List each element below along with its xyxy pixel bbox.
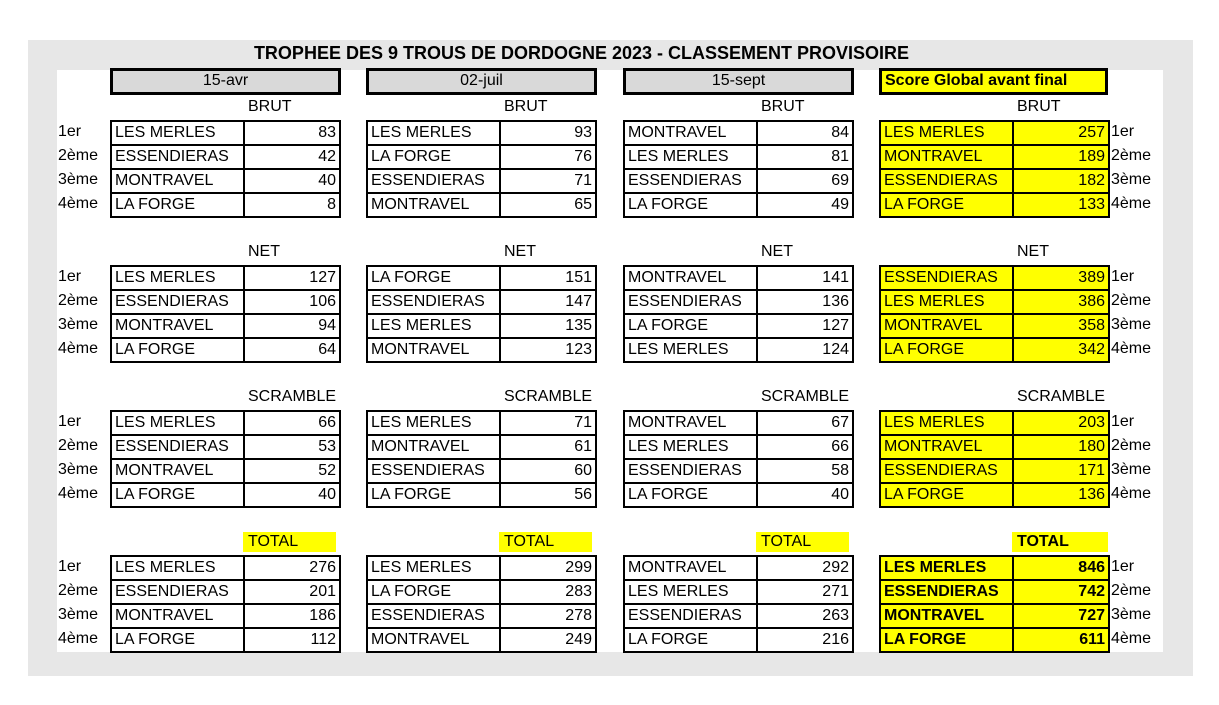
score-cell: 283: [500, 580, 596, 604]
rank-label-right: 2ème: [1111, 437, 1152, 454]
score-cell: 201: [244, 580, 340, 604]
rank-label-left: 2ème: [58, 437, 99, 454]
score-cell: 40: [244, 483, 340, 507]
score-cell: 292: [757, 556, 853, 580]
table-row: [880, 556, 1109, 580]
table-row: [111, 556, 340, 580]
round-1-section-label-net: NET: [248, 243, 280, 260]
team-name-cell: ESSENDIERAS: [111, 290, 244, 314]
score-cell: 40: [244, 169, 340, 193]
team-name-cell: ESSENDIERAS: [367, 169, 500, 193]
rank-label-right: 1er: [1111, 558, 1135, 575]
round-1-total-table: [110, 555, 341, 653]
team-name-cell: ESSENDIERAS: [880, 580, 1013, 604]
team-name-cell: MONTRAVEL: [111, 459, 244, 483]
round-1-brut-table: [110, 120, 341, 218]
team-name-cell: LA FORGE: [367, 145, 500, 169]
score-cell: 203: [1013, 411, 1109, 435]
round-3-section-label-total: TOTAL: [756, 532, 849, 552]
team-name-cell: LES MERLES: [880, 556, 1013, 580]
rank-label-left: 2ème: [58, 147, 99, 164]
table-row: [367, 145, 596, 169]
team-name-cell: MONTRAVEL: [367, 338, 500, 362]
rank-label-left: 3ème: [58, 606, 99, 623]
score-cell: 135: [500, 314, 596, 338]
team-name-cell: LA FORGE: [367, 580, 500, 604]
score-cell: 133: [1013, 193, 1109, 217]
team-name-cell: LES MERLES: [111, 411, 244, 435]
score-cell: 67: [757, 411, 853, 435]
score-cell: 249: [500, 628, 596, 652]
rank-label-right: 1er: [1111, 413, 1135, 430]
team-name-cell: MONTRAVEL: [880, 604, 1013, 628]
score-cell: 127: [244, 266, 340, 290]
team-name-cell: ESSENDIERAS: [111, 145, 244, 169]
round-3-net-table: [623, 265, 854, 363]
table-row: [111, 169, 340, 193]
team-name-cell: LA FORGE: [624, 483, 757, 507]
table-row: [367, 580, 596, 604]
table-row: [111, 145, 340, 169]
table-row: [624, 145, 853, 169]
team-name-cell: MONTRAVEL: [880, 435, 1013, 459]
table-row: [624, 435, 853, 459]
team-name-cell: LA FORGE: [880, 483, 1013, 507]
table-row: [624, 121, 853, 145]
rank-label-right: 3ème: [1111, 171, 1152, 188]
team-name-cell: LES MERLES: [111, 556, 244, 580]
team-name-cell: ESSENDIERAS: [367, 604, 500, 628]
table-row: [880, 435, 1109, 459]
score-cell: 136: [757, 290, 853, 314]
rank-label-left: 2ème: [58, 292, 99, 309]
table-row: [624, 338, 853, 362]
score-cell: 71: [500, 411, 596, 435]
round-2-section-label-total: TOTAL: [499, 532, 592, 552]
round-3-brut-table: [623, 120, 854, 218]
table-row: [111, 266, 340, 290]
team-name-cell: LA FORGE: [367, 483, 500, 507]
table-row: [624, 169, 853, 193]
rank-label-right: 4ème: [1111, 340, 1152, 357]
round-3-scramble-table: [623, 410, 854, 508]
round-2-header: 02-juil: [366, 68, 597, 95]
score-cell: 151: [500, 266, 596, 290]
score-cell: 386: [1013, 290, 1109, 314]
table-row: [367, 435, 596, 459]
score-cell: 83: [244, 121, 340, 145]
score-cell: 342: [1013, 338, 1109, 362]
team-name-cell: MONTRAVEL: [111, 169, 244, 193]
table-row: [367, 459, 596, 483]
rank-label-left: 3ème: [58, 171, 99, 188]
table-row: [367, 169, 596, 193]
table-row: [880, 411, 1109, 435]
team-name-cell: ESSENDIERAS: [624, 169, 757, 193]
global-total-table: [879, 555, 1110, 653]
score-cell: 69: [757, 169, 853, 193]
table-row: [367, 556, 596, 580]
table-row: [111, 338, 340, 362]
rank-label-right: 1er: [1111, 268, 1135, 285]
team-name-cell: LA FORGE: [367, 266, 500, 290]
table-row: [367, 411, 596, 435]
table-row: [111, 411, 340, 435]
round-1-header: 15-avr: [110, 68, 341, 95]
score-cell: 136: [1013, 483, 1109, 507]
team-name-cell: ESSENDIERAS: [880, 169, 1013, 193]
score-cell: 8: [244, 193, 340, 217]
team-name-cell: LA FORGE: [111, 193, 244, 217]
team-name-cell: MONTRAVEL: [367, 193, 500, 217]
team-name-cell: LES MERLES: [624, 338, 757, 362]
team-name-cell: ESSENDIERAS: [367, 290, 500, 314]
team-name-cell: LA FORGE: [111, 338, 244, 362]
rank-label-right: 2ème: [1111, 582, 1152, 599]
team-name-cell: LES MERLES: [624, 580, 757, 604]
score-cell: 611: [1013, 628, 1109, 652]
score-cell: 263: [757, 604, 853, 628]
round-2-section-label-net: NET: [504, 243, 536, 260]
team-name-cell: LES MERLES: [880, 290, 1013, 314]
score-cell: 124: [757, 338, 853, 362]
team-name-cell: MONTRAVEL: [624, 266, 757, 290]
rank-label-right: 2ème: [1111, 147, 1152, 164]
team-name-cell: LA FORGE: [624, 193, 757, 217]
team-name-cell: MONTRAVEL: [367, 435, 500, 459]
score-cell: 42: [244, 145, 340, 169]
team-name-cell: LA FORGE: [624, 628, 757, 652]
round-3-section-label-scramble: SCRAMBLE: [761, 388, 850, 405]
table-row: [624, 266, 853, 290]
team-name-cell: ESSENDIERAS: [880, 459, 1013, 483]
score-cell: 171: [1013, 459, 1109, 483]
table-row: [624, 628, 853, 652]
score-cell: 147: [500, 290, 596, 314]
team-name-cell: MONTRAVEL: [111, 314, 244, 338]
team-name-cell: LES MERLES: [367, 314, 500, 338]
rank-label-left: 1er: [58, 558, 82, 575]
team-name-cell: MONTRAVEL: [880, 145, 1013, 169]
score-cell: 742: [1013, 580, 1109, 604]
round-1-net-table: [110, 265, 341, 363]
score-cell: 53: [244, 435, 340, 459]
team-name-cell: LA FORGE: [880, 628, 1013, 652]
team-name-cell: MONTRAVEL: [880, 314, 1013, 338]
table-row: [367, 121, 596, 145]
score-cell: 60: [500, 459, 596, 483]
table-row: [111, 314, 340, 338]
round-3-section-label-brut: BRUT: [761, 98, 805, 115]
score-cell: 271: [757, 580, 853, 604]
round-2-section-label-scramble: SCRAMBLE: [504, 388, 593, 405]
table-row: [111, 435, 340, 459]
round-3-header: 15-sept: [623, 68, 854, 95]
score-cell: 49: [757, 193, 853, 217]
team-name-cell: MONTRAVEL: [111, 604, 244, 628]
score-cell: 93: [500, 121, 596, 145]
rank-label-right: 4ème: [1111, 630, 1152, 647]
rank-label-left: 3ème: [58, 461, 99, 478]
round-1-section-label-scramble: SCRAMBLE: [248, 388, 337, 405]
table-row: [880, 483, 1109, 507]
score-cell: 81: [757, 145, 853, 169]
score-cell: 299: [500, 556, 596, 580]
rank-label-left: 4ème: [58, 195, 99, 212]
rank-label-right: 1er: [1111, 123, 1135, 140]
team-name-cell: LES MERLES: [111, 266, 244, 290]
team-name-cell: LES MERLES: [367, 121, 500, 145]
table-row: [367, 604, 596, 628]
table-row: [880, 169, 1109, 193]
team-name-cell: LES MERLES: [880, 121, 1013, 145]
global-net-table: [879, 265, 1110, 363]
table-row: [880, 628, 1109, 652]
score-cell: 186: [244, 604, 340, 628]
table-row: [624, 314, 853, 338]
rank-label-left: 4ème: [58, 485, 99, 502]
global-scramble-table: [879, 410, 1110, 508]
table-row: [367, 314, 596, 338]
round-2-net-table: [366, 265, 597, 363]
global-section-label-net: NET: [1017, 243, 1049, 260]
score-cell: 58: [757, 459, 853, 483]
score-cell: 76: [500, 145, 596, 169]
table-row: [880, 290, 1109, 314]
global-section-label-brut: BRUT: [1017, 98, 1061, 115]
score-cell: 276: [244, 556, 340, 580]
table-row: [111, 290, 340, 314]
team-name-cell: ESSENDIERAS: [624, 459, 757, 483]
team-name-cell: MONTRAVEL: [624, 121, 757, 145]
team-name-cell: ESSENDIERAS: [624, 290, 757, 314]
round-3-total-table: [623, 555, 854, 653]
rank-label-left: 4ème: [58, 630, 99, 647]
table-row: [880, 604, 1109, 628]
team-name-cell: LA FORGE: [624, 314, 757, 338]
table-row: [111, 193, 340, 217]
table-row: [880, 338, 1109, 362]
score-cell: 64: [244, 338, 340, 362]
rank-label-right: 2ème: [1111, 292, 1152, 309]
score-cell: 65: [500, 193, 596, 217]
table-row: [880, 459, 1109, 483]
score-cell: 127: [757, 314, 853, 338]
global-section-label-scramble: SCRAMBLE: [1017, 388, 1106, 405]
round-2-section-label-brut: BRUT: [504, 98, 548, 115]
table-row: [880, 121, 1109, 145]
table-row: [111, 580, 340, 604]
table-row: [111, 628, 340, 652]
score-cell: 189: [1013, 145, 1109, 169]
team-name-cell: ESSENDIERAS: [111, 435, 244, 459]
table-row: [111, 121, 340, 145]
table-row: [367, 483, 596, 507]
global-header: Score Global avant final: [879, 68, 1108, 95]
table-row: [624, 459, 853, 483]
global-section-label-total: TOTAL: [1012, 532, 1108, 552]
table-row: [624, 193, 853, 217]
score-cell: 112: [244, 628, 340, 652]
score-cell: 216: [757, 628, 853, 652]
score-cell: 71: [500, 169, 596, 193]
round-2-brut-table: [366, 120, 597, 218]
rank-label-right: 4ème: [1111, 485, 1152, 502]
round-1-section-label-total: TOTAL: [243, 532, 336, 552]
table-row: [367, 266, 596, 290]
rank-label-left: 1er: [58, 413, 82, 430]
global-brut-table: [879, 120, 1110, 218]
table-row: [880, 145, 1109, 169]
score-cell: 61: [500, 435, 596, 459]
table-row: [880, 193, 1109, 217]
rank-label-left: 4ème: [58, 340, 99, 357]
table-row: [367, 193, 596, 217]
score-cell: 106: [244, 290, 340, 314]
page-title: TROPHEE DES 9 TROUS DE DORDOGNE 2023 - CLASSEMENT PROVISOIRE: [253, 43, 910, 63]
score-cell: 846: [1013, 556, 1109, 580]
team-name-cell: ESSENDIERAS: [624, 604, 757, 628]
table-row: [367, 628, 596, 652]
score-cell: 358: [1013, 314, 1109, 338]
rank-label-left: 2ème: [58, 582, 99, 599]
round-2-total-table: [366, 555, 597, 653]
round-1-section-label-brut: BRUT: [248, 98, 292, 115]
table-row: [111, 459, 340, 483]
table-row: [111, 604, 340, 628]
round-3-section-label-net: NET: [761, 243, 793, 260]
team-name-cell: LES MERLES: [111, 121, 244, 145]
team-name-cell: LA FORGE: [880, 193, 1013, 217]
team-name-cell: LES MERLES: [367, 556, 500, 580]
table-row: [624, 290, 853, 314]
score-cell: 52: [244, 459, 340, 483]
rank-label-left: 1er: [58, 268, 82, 285]
score-cell: 141: [757, 266, 853, 290]
team-name-cell: LES MERLES: [367, 411, 500, 435]
score-cell: 84: [757, 121, 853, 145]
score-cell: 56: [500, 483, 596, 507]
table-row: [367, 338, 596, 362]
score-cell: 182: [1013, 169, 1109, 193]
score-cell: 94: [244, 314, 340, 338]
table-row: [624, 580, 853, 604]
team-name-cell: LA FORGE: [880, 338, 1013, 362]
score-cell: 66: [244, 411, 340, 435]
team-name-cell: MONTRAVEL: [367, 628, 500, 652]
table-row: [624, 483, 853, 507]
rank-label-right: 4ème: [1111, 195, 1152, 212]
table-row: [880, 266, 1109, 290]
team-name-cell: LES MERLES: [624, 145, 757, 169]
team-name-cell: ESSENDIERAS: [880, 266, 1013, 290]
team-name-cell: ESSENDIERAS: [367, 459, 500, 483]
team-name-cell: MONTRAVEL: [624, 411, 757, 435]
score-cell: 66: [757, 435, 853, 459]
score-cell: 727: [1013, 604, 1109, 628]
rank-label-right: 3ème: [1111, 606, 1152, 623]
table-row: [111, 483, 340, 507]
round-1-scramble-table: [110, 410, 341, 508]
round-2-scramble-table: [366, 410, 597, 508]
table-row: [880, 580, 1109, 604]
team-name-cell: LES MERLES: [880, 411, 1013, 435]
team-name-cell: LA FORGE: [111, 483, 244, 507]
team-name-cell: MONTRAVEL: [624, 556, 757, 580]
team-name-cell: LES MERLES: [624, 435, 757, 459]
score-cell: 278: [500, 604, 596, 628]
table-row: [624, 604, 853, 628]
rank-label-right: 3ème: [1111, 316, 1152, 333]
rank-label-left: 1er: [58, 123, 82, 140]
table-row: [367, 290, 596, 314]
table-row: [624, 556, 853, 580]
table-row: [624, 411, 853, 435]
rank-label-right: 3ème: [1111, 461, 1152, 478]
score-cell: 123: [500, 338, 596, 362]
score-cell: 257: [1013, 121, 1109, 145]
score-cell: 180: [1013, 435, 1109, 459]
score-cell: 40: [757, 483, 853, 507]
rank-label-left: 3ème: [58, 316, 99, 333]
score-cell: 389: [1013, 266, 1109, 290]
team-name-cell: LA FORGE: [111, 628, 244, 652]
team-name-cell: ESSENDIERAS: [111, 580, 244, 604]
table-row: [880, 314, 1109, 338]
